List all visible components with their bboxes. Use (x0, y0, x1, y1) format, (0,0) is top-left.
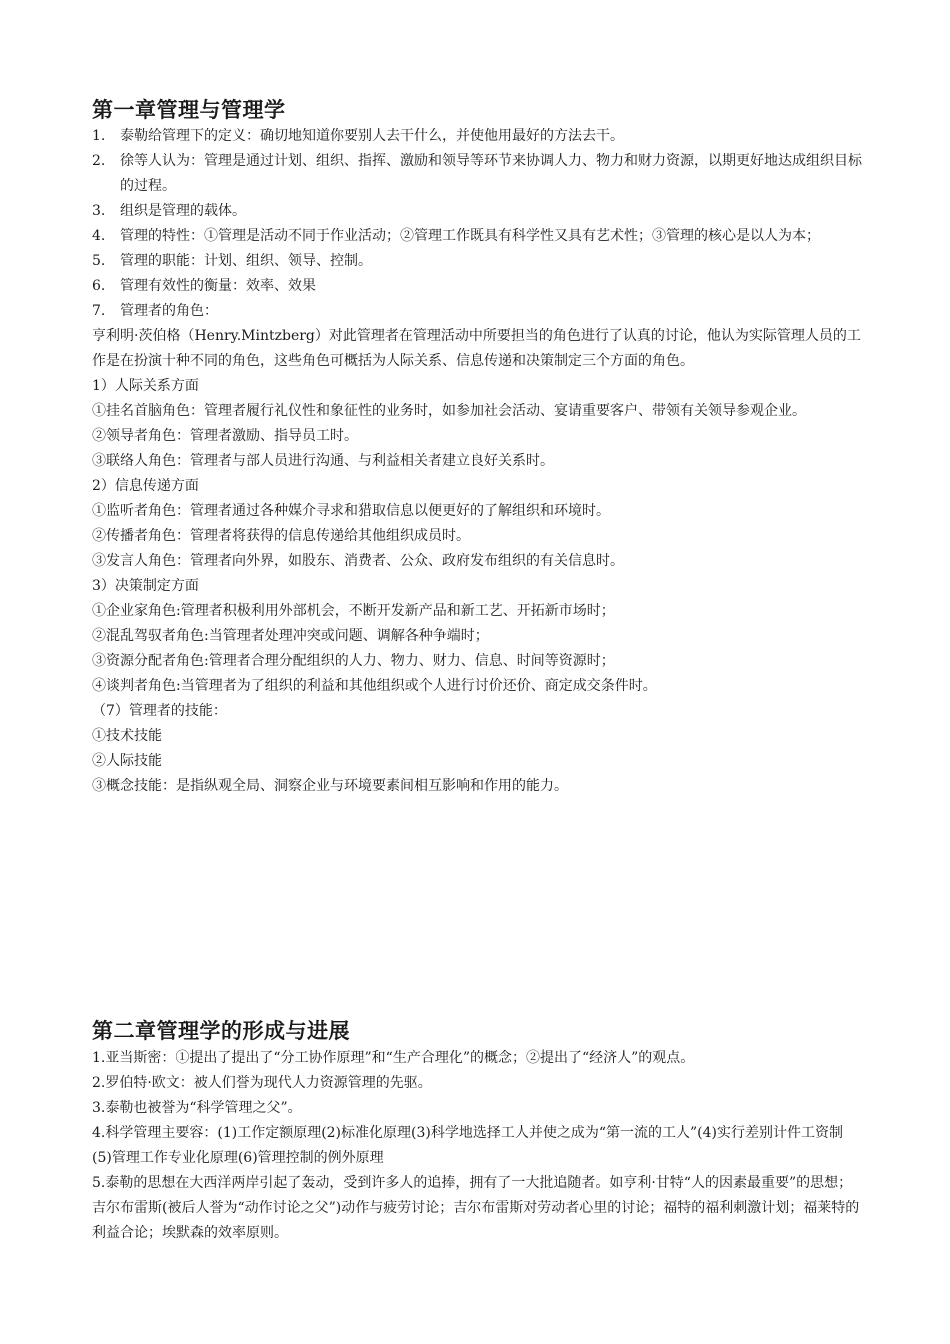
chapter-1-title: 第一章管理与管理学 (92, 98, 286, 122)
mintzberg-paragraph: 亨利明·茨伯格（Henry.Mintzberg）对此管理者在管理活动中所要担当的角色进行了认真的讨论，他认为实际管理人员的工作是在扮演十种不同的角色，这些角色可概括为人际关系、信息传递和决策制定三个方面的角色。 (92, 328, 861, 369)
list-item: 4.科学管理主要容：(1)工作定额原理(2)标准化原理(3)科学地选择工人并使之成为“第一流的工人”(4)实行差别计件工资制(5)管理工作专业化原理(6)管理控制的例外原理 (92, 1125, 843, 1166)
role-line: ④谈判者角色:当管理者为了组织的利益和其他组织或个人进行讨价还价、商定成交条件时。 (92, 678, 657, 694)
list-item: 5.泰勒的思想在大西洋两岸引起了轰动，受到许多人的追捧，拥有了一大批追随者。如亨利·甘特“人的因素最重要”的思想；吉尔布雷斯(被后人誉为“动作讨论之父”)动作与疲劳讨论；吉尔布雷斯对劳动者心里的讨论；福特的福利刺激计划；福莱特的利益合论；埃默森的效率原则。 (92, 1175, 860, 1241)
chapter-2-body (92, 1046, 862, 1246)
skill-line: ①技术技能 (92, 728, 162, 744)
role-line: ①监听者角色：管理者通过各种媒介寻求和猎取信息以便更好的了解组织和环境时。 (92, 503, 610, 519)
decisional-heading: 3）决策制定方面 (92, 578, 199, 594)
list-item (92, 249, 862, 274)
role-line: ①企业家角色:管理者积极利用外部机会，不断开发新产品和新工艺、开拓新市场时； (92, 603, 615, 619)
list-item: 3.泰勒也被誉为“科学管理之父”。 (92, 1100, 302, 1116)
item-number: 1. (92, 128, 106, 144)
item-text: 泰勒给管理下的定义：确切地知道你要别人去干什么，并使他用最好的方法去干。 (120, 128, 624, 144)
list-item (92, 274, 862, 299)
list-item (92, 224, 862, 249)
list-item (92, 299, 862, 324)
item-number: 5. (92, 253, 106, 269)
list-item (92, 199, 862, 224)
item-text: 徐等人认为：管理是通过计划、组织、指挥、激励和领导等环节来协调人力、物力和财力资源，以期更好地达成组织目标的过程。 (120, 153, 862, 194)
item-text: 管理的特性：①管理是活动不同于作业活动；②管理工作既具有科学性又具有艺术性；③管理的核心是以人为本； (120, 228, 820, 244)
chapter-2-title: 第二章管理学的形成与进展 (92, 1019, 350, 1043)
item-number: 7. (92, 303, 106, 319)
list-item: 1.亚当斯密：①提出了提出了“分工协作原理”和“生产合理化”的概念；②提出了“经济人”的观点。 (92, 1050, 695, 1066)
list-item (92, 149, 862, 199)
item-text: 管理者的角色： (120, 303, 218, 319)
item-text: 管理的职能：计划、组织、领导、控制。 (120, 253, 372, 269)
role-line: ②混乱驾驭者角色:当管理者处理冲突或问题、调解各种争端时； (92, 628, 489, 644)
role-line: ③联络人角色：管理者与部人员进行沟通、与利益相关者建立良好关系时。 (92, 453, 554, 469)
skill-line: ②人际技能 (92, 753, 162, 769)
item-number: 6. (92, 278, 106, 294)
role-line: ②领导者角色：管理者激励、指导员工时。 (92, 428, 358, 444)
item-number: 2. (92, 153, 106, 169)
item-number: 4. (92, 228, 106, 244)
chapter-1-body (92, 124, 862, 799)
skills-heading: （7）管理者的技能： (92, 703, 227, 719)
role-line: ③资源分配者角色:管理者合理分配组织的人力、物力、财力、信息、时间等资源时； (92, 653, 615, 669)
role-line: ③发言人角色：管理者向外界，如股东、消费者、公众、政府发布组织的有关信息时。 (92, 553, 624, 569)
item-number: 3. (92, 203, 106, 219)
informational-heading: 2）信息传递方面 (92, 478, 199, 494)
list-item (92, 124, 862, 149)
role-line: ②传播者角色：管理者将获得的信息传递给其他组织成员时。 (92, 528, 470, 544)
interpersonal-heading: 1）人际关系方面 (92, 378, 199, 394)
skill-line: ③概念技能：是指纵观全局、洞察企业与环境要素间相互影响和作用的能力。 (92, 778, 568, 794)
item-text: 组织是管理的载体。 (120, 203, 246, 219)
role-line: ①挂名首脑角色：管理者履行礼仪性和象征性的业务时，如参加社会活动、宴请重要客户、带领有关领导参观企业。 (92, 403, 806, 419)
item-text: 管理有效性的衡量：效率、效果 (120, 278, 316, 294)
list-item: 2.罗伯特·欧文：被人们誉为现代人力资源管理的先驱。 (92, 1075, 432, 1091)
